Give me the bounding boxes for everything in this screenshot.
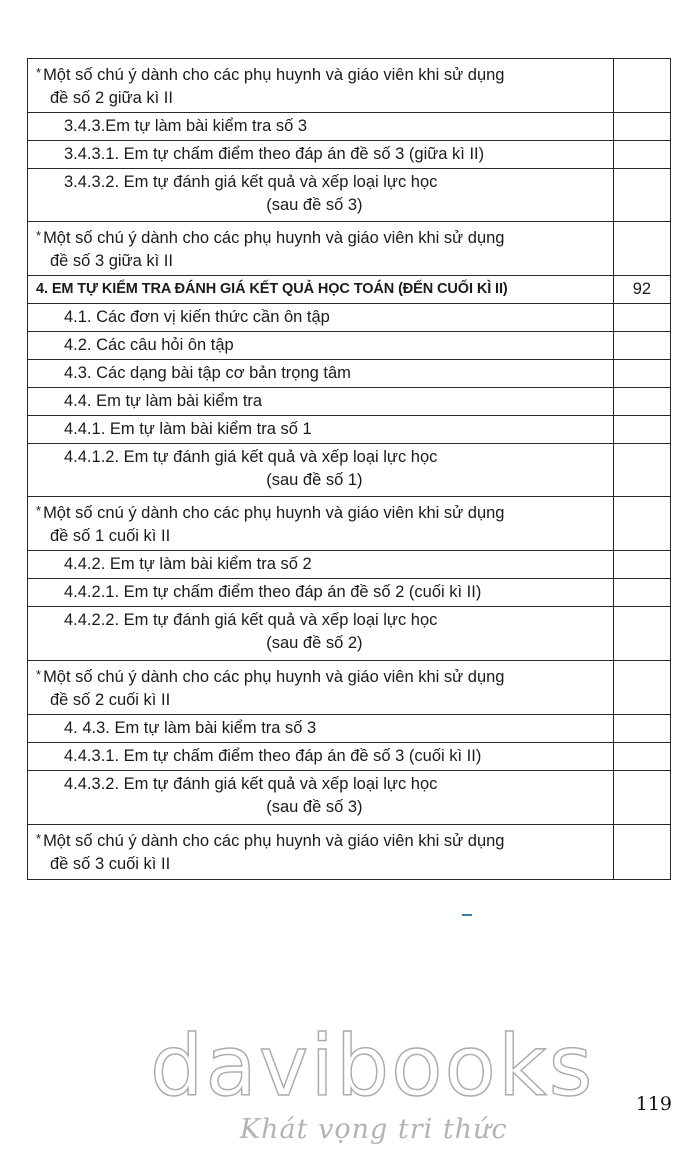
toc-entry: 4.4.2.1. Em tự chấm điểm theo đáp án đề số 2 (cuối kì II)	[28, 579, 614, 607]
toc-entry	[28, 169, 614, 222]
toc-section-heading: 4. EM TỰ KIỂM TRA ĐÁNH GIÁ KẾT QUẢ HỌC TOÁN (ĐẾN CUỐI KÌ II)	[28, 276, 614, 304]
toc-entry-text: Một số chú ý dành cho các phụ huynh và giáo viên khi sử dụng	[43, 832, 505, 850]
toc-page-cell	[613, 141, 670, 169]
toc-page-cell	[613, 169, 670, 222]
toc-page-cell	[613, 607, 670, 661]
toc-entry-text-cont: đề số 3 cuối kì II	[50, 855, 171, 873]
toc-entry: 4.4. Em tự làm bài kiểm tra	[28, 388, 614, 416]
toc-page-cell	[613, 59, 670, 113]
toc-entry	[28, 661, 614, 715]
toc-page-cell	[613, 497, 670, 551]
table-row	[28, 661, 671, 715]
page-number: 119	[635, 1093, 672, 1115]
table-row	[28, 771, 671, 825]
toc-entry: 4.4.1. Em tự làm bài kiểm tra số 1	[28, 416, 614, 444]
watermark-logo: davibooks	[150, 1017, 595, 1115]
toc-page-cell	[613, 113, 670, 141]
table-row	[28, 113, 671, 141]
toc-entry-text-cont: (sau đề số 3)	[266, 798, 363, 816]
toc-entry-text-cont: đề số 3 giữa kì II	[50, 252, 173, 270]
toc-entry-text: 4.4.3.2. Em tự đánh giá kết quả và xếp loại lực học	[64, 775, 438, 793]
toc-entry: 4.4.2. Em tự làm bài kiểm tra số 2	[28, 551, 614, 579]
toc-entry-text-cont: (sau đề số 2)	[266, 634, 363, 652]
toc-page-cell	[613, 551, 670, 579]
toc-page-cell	[613, 715, 670, 743]
toc-entry	[28, 825, 614, 880]
table-row	[28, 444, 671, 497]
toc-page-cell	[613, 388, 670, 416]
toc-entry: 4. 4.3. Em tự làm bài kiểm tra số 3	[28, 715, 614, 743]
toc-page-cell: 92	[613, 276, 670, 304]
toc-entry	[28, 607, 614, 661]
toc-entry: 4.3. Các dạng bài tập cơ bản trọng tâm	[28, 360, 614, 388]
toc-page-cell	[613, 332, 670, 360]
toc-entry	[28, 497, 614, 551]
toc-entry-text-cont: đề số 2 cuối kì II	[50, 691, 171, 709]
table-row	[28, 579, 671, 607]
table-row	[28, 360, 671, 388]
toc-entry-text-cont: đề số 1 cuối kì II	[50, 527, 171, 545]
table-row	[28, 715, 671, 743]
toc-entry	[28, 222, 614, 276]
table-row	[28, 59, 671, 113]
toc-page-cell	[613, 222, 670, 276]
table-row	[28, 276, 671, 304]
toc-entry	[28, 771, 614, 825]
print-speck	[462, 914, 472, 916]
toc-page-cell	[613, 661, 670, 715]
table-row	[28, 141, 671, 169]
toc-page-cell	[613, 771, 670, 825]
toc-entry-text: 4.4.2.2. Em tự đánh giá kết quả và xếp loại lực học	[64, 611, 438, 629]
toc-entry-text-cont: (sau đề số 1)	[266, 471, 363, 489]
table-row	[28, 388, 671, 416]
toc-entry	[28, 59, 614, 113]
table-row	[28, 825, 671, 880]
toc-entry: 3.4.3.1. Em tự chấm điểm theo đáp án đề số 3 (giữa kì II)	[28, 141, 614, 169]
toc-page-cell	[613, 360, 670, 388]
table-row	[28, 551, 671, 579]
toc-entry-text: Một số chú ý dành cho các phụ huynh và giáo viên khi sử dụng	[43, 229, 505, 247]
toc-page-cell	[613, 416, 670, 444]
toc-entry: 4.1. Các đơn vị kiến thức cần ôn tập	[28, 304, 614, 332]
toc-entry	[28, 444, 614, 497]
table-row	[28, 169, 671, 222]
table-row	[28, 332, 671, 360]
toc-entry-text: 3.4.3.2. Em tự đánh giá kết quả và xếp loại lực học	[64, 173, 438, 191]
toc-page-cell	[613, 304, 670, 332]
table-row	[28, 304, 671, 332]
publisher-watermark	[150, 1017, 595, 1148]
toc-page-cell	[613, 444, 670, 497]
watermark-slogan: Khát vọng tri thức	[240, 1114, 508, 1145]
toc-entry-text: 4.4.1.2. Em tự đánh giá kết quả và xếp loại lực học	[64, 448, 438, 466]
table-row	[28, 222, 671, 276]
toc-entry-text: Một số chú ý dành cho các phụ huynh và giáo viên khi sử dụng	[43, 668, 505, 686]
asterisk-icon: *	[36, 831, 42, 846]
asterisk-icon: *	[36, 503, 42, 518]
toc-page-cell	[613, 579, 670, 607]
table-row	[28, 416, 671, 444]
toc-entry: 4.4.3.1. Em tự chấm điểm theo đáp án đề số 3 (cuối kì II)	[28, 743, 614, 771]
toc-page-cell	[613, 825, 670, 880]
asterisk-icon: *	[36, 65, 42, 80]
table-row	[28, 743, 671, 771]
asterisk-icon: *	[36, 667, 42, 682]
toc-entry-text: Một số cnú ý dành cho các phụ huynh và giáo viên khi sử dụng	[43, 504, 505, 522]
table-row	[28, 497, 671, 551]
asterisk-icon: *	[36, 228, 42, 243]
toc-entry: 4.2. Các câu hỏi ôn tập	[28, 332, 614, 360]
table-of-contents	[27, 58, 671, 880]
toc-entry: 3.4.3.Em tự làm bài kiểm tra số 3	[28, 113, 614, 141]
toc-entry-text: Một số chú ý dành cho các phụ huynh và giáo viên khi sử dụng	[43, 66, 505, 84]
toc-entry-text-cont: (sau đề số 3)	[266, 196, 363, 214]
toc-entry-text-cont: đề số 2 giữa kì II	[50, 89, 173, 107]
toc-page-cell	[613, 743, 670, 771]
table-row	[28, 607, 671, 661]
